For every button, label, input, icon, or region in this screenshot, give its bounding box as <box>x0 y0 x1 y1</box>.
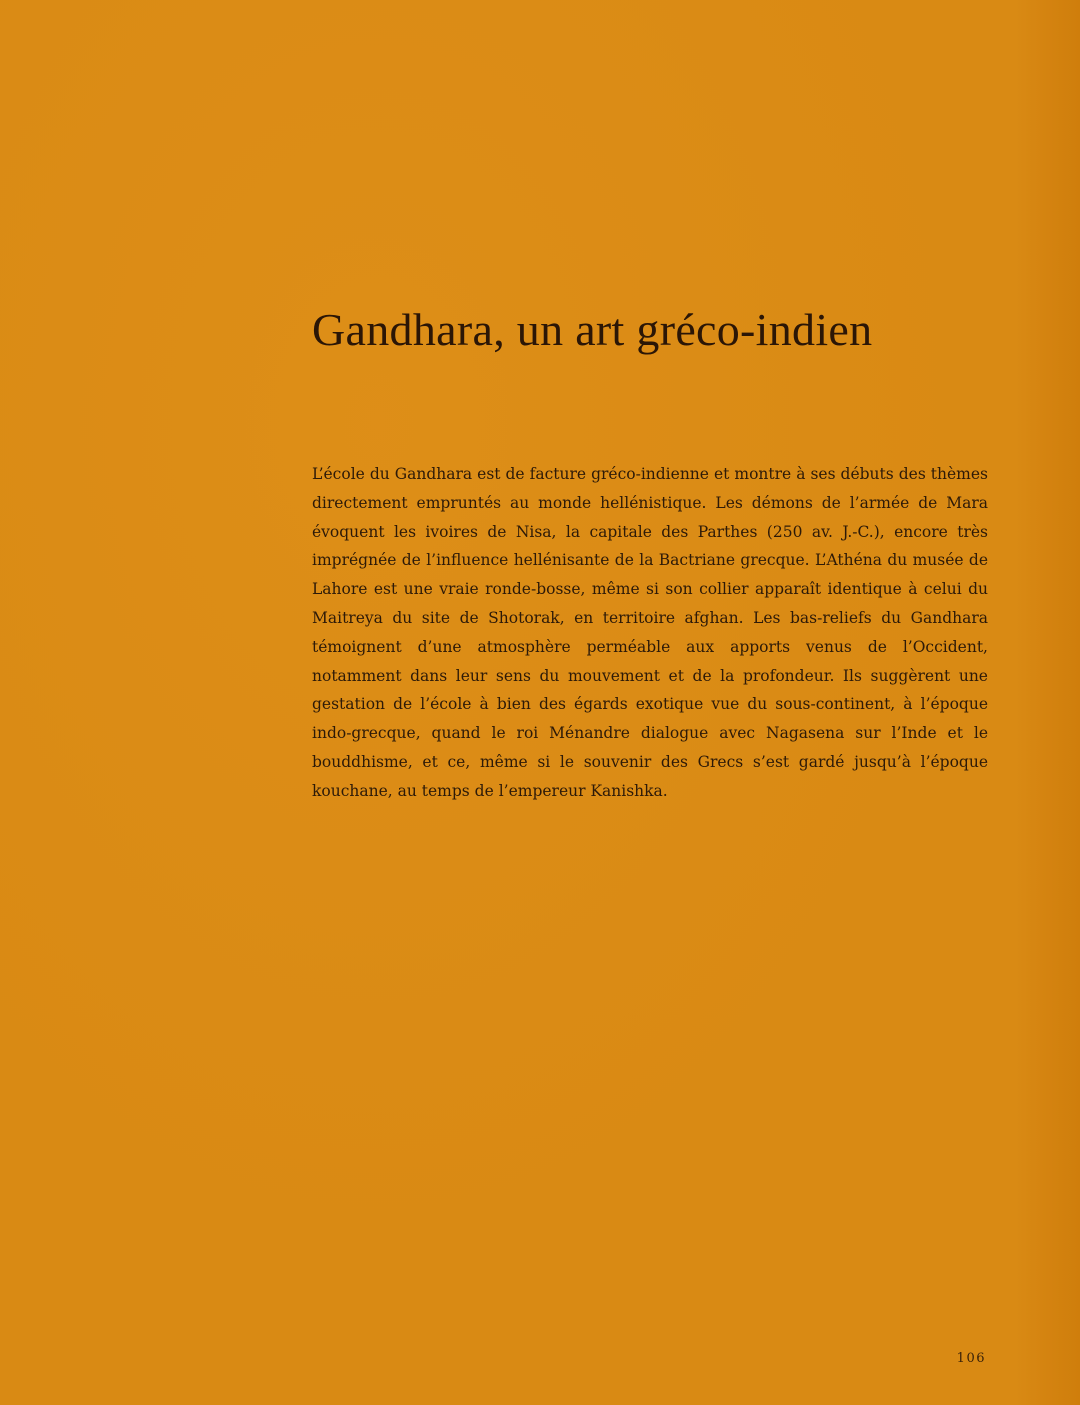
page-title: Gandhara, un art gréco-indien <box>312 304 873 355</box>
page-number: 106 <box>956 1351 986 1366</box>
body-paragraph: L’école du Gandhara est de facture gréco-indienne et montre à ses débuts des thèmes directement empruntés au monde hellénistique. Les démons de l’armée de Mara évoquent les ivoires de Nisa, la capitale des Parthes (250 av. J.-C.), encore très imprégnée de l’influence hellénisante de la Bactriane grecque. L’Athéna du musée de Lahore est une vraie ronde-bosse, même si son collier apparaît identique à celui du Maitreya du site de Shotorak, en territoire afghan. Les bas-reliefs du Gandhara témoignent d’une atmosphère perméable aux apports venus de l’Occident, notamment dans leur sens du mouvement et de la profondeur. Ils suggèrent une gestation de l’école à bien des égards exotique vue du sous-continent, à l’époque indo-grecque, quand le roi Ménandre dialogue avec Nagasena sur l’Inde et le bouddhisme, et ce, même si le souvenir des Grecs s’est gardé jusqu’à l’époque kouchane, au temps de l’empereur Kanishka. <box>312 465 988 800</box>
